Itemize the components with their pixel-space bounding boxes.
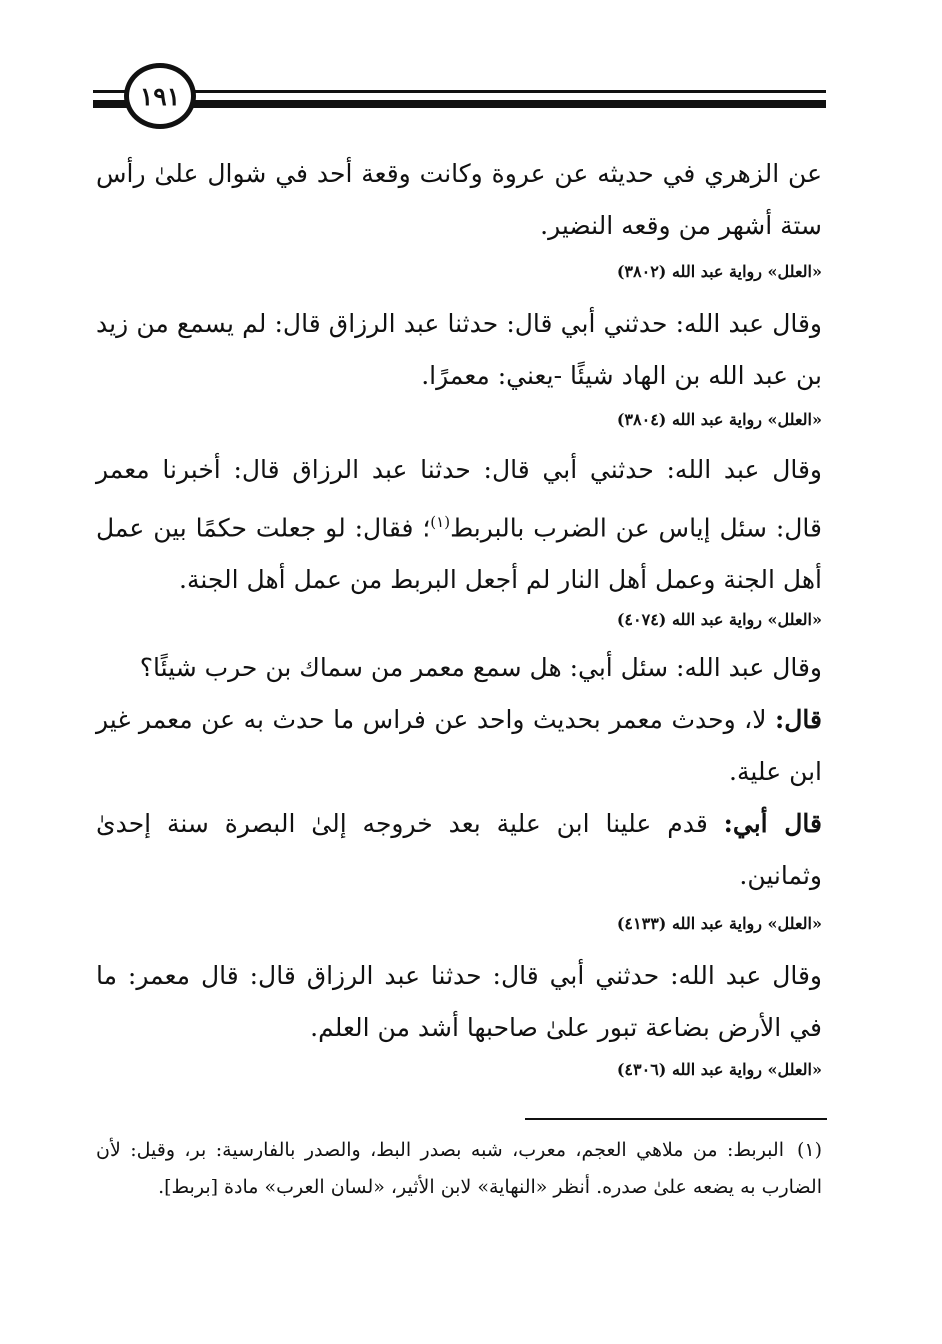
paragraph: وقال عبد الله: حدثني أبي قال: حدثنا عبد الرزاق قال: لم يسمع من زيد بن عبد الله بن الهاد شيئًا -يعني: معمرًا. [96,309,822,390]
paragraph: عن الزهري في حديثه عن عروة وكانت وقعة أحد في شوال علىٰ رأس ستة أشهر من وقعه النضير. [96,159,822,240]
paragraph [96,444,822,606]
page-number: ١٩١ [139,81,181,111]
question-paragraph: وقال عبد الله: سئل أبي: هل سمع معمر من سماك بن حرب شيئًا؟ [139,653,822,682]
footnote-text: البربط: من ملاهي العجم، معرب، شبه بصدر البط، والصدر بالفارسية: بر، وقيل: لأن الضارب به يضعه علىٰ صدره. أنظر «النهاية» لابن الأثير، «لسان العرب» مادة [بربط]. [96,1139,822,1198]
source-citation: «العلل» رواية عبد الله (٤٠٧٤) [616,610,822,630]
answer-paragraph [96,694,822,798]
answer-label: قال: [775,705,822,734]
source-citation: «العلل» رواية عبد الله (٤٣٠٦) [616,1060,822,1079]
page-number-badge [124,63,196,129]
footnote-number: (١) [796,1139,822,1161]
source-citation: «العلل» رواية عبد الله (٣٨٠٤) [616,410,822,429]
footnote-separator [525,1118,827,1120]
text-block-4 [96,642,822,936]
text-block-1 [96,148,822,284]
paragraph-text: ؛ فقال: لو جعلت حكمًا بين عمل أهل الجنة وعمل أهل النار لم أجعل البربط من عمل أهل الجنة. [96,513,822,595]
footnote [96,1132,822,1206]
answer-text: قدم علينا ابن علية بعد خروجه إلىٰ البصرة سنة إحدىٰ وثمانين. [96,809,822,890]
source-citation: «العلل» رواية عبد الله (٤١٣٣) [616,914,822,933]
answer-label: قال أبي: [723,809,822,838]
source-citation: «العلل» رواية عبد الله (٣٨٠٢) [616,262,822,281]
text-block-3 [96,444,822,632]
footnote-body [96,1132,822,1206]
header-rule-bottom [93,100,826,108]
text-block-5 [96,950,822,1082]
header-rule-top [93,90,826,93]
answer-text: لا، وحدث معمر بحديث واحد عن فراس ما حدث به عن معمر غير ابن علية. [96,705,822,786]
paragraph-text: وقال عبد الله: حدثني أبي قال: حدثنا عبد الرزاق قال: أخبرنا معمر قال: سئل إياس عن الضرب بالبربط [96,455,822,543]
answer-paragraph [96,798,822,902]
paragraph: وقال عبد الله: حدثني أبي قال: حدثنا عبد الرزاق قال: قال معمر: ما في الأرض بضاعة تبور علىٰ صاحبها أشد من العلم. [96,961,822,1042]
footnote-reference: (١) [430,513,451,531]
text-block-2 [96,298,822,432]
